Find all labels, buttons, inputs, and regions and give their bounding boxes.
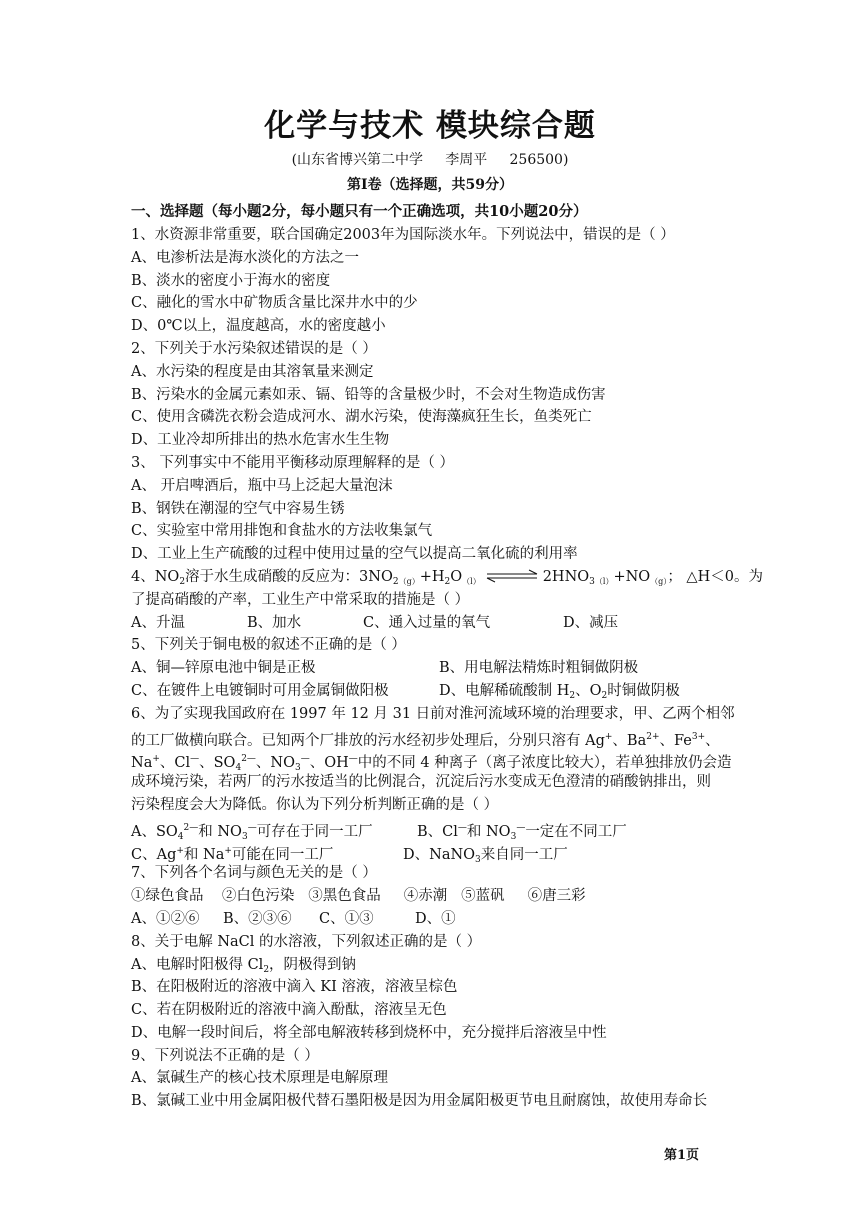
q3-option-d: D、工业上生产硫酸的过程中使用过量的空气以提高二氧化硫的利用率 — [131, 546, 578, 563]
q5-options-ab — [131, 657, 733, 680]
superscript: — — [247, 822, 257, 833]
superscript: 2— — [183, 822, 199, 833]
q5-option-b: B、用电解法精炼时粗铜做阴极 — [439, 660, 639, 677]
q2-option-d: D、工业冷却所排出的热水危害水生生物 — [131, 432, 390, 449]
text: 和 NO — [198, 823, 242, 840]
q1-option-d: D、0℃以上，温度越高，水的密度越小 — [131, 318, 386, 335]
q7-option-a: A、①②⑥ — [131, 910, 200, 927]
text: 、OH — [309, 755, 349, 772]
page-title: 化学与技术 模块综合题 — [264, 108, 596, 144]
superscript: — — [348, 754, 358, 765]
subscript: 2 — [179, 576, 186, 587]
subscript: 3 — [241, 831, 248, 842]
text: 2HNO — [542, 568, 590, 585]
superscript: — — [300, 754, 310, 765]
question-6-l2 — [131, 726, 733, 749]
q1-option-b: B、淡水的密度小于海水的密度 — [131, 272, 331, 289]
text: D、NaNO — [403, 846, 476, 863]
text: 、NO — [255, 755, 295, 772]
subscript: 2 — [263, 964, 270, 975]
volume-heading: 第Ⅰ卷（选择题，共59分） — [346, 177, 514, 193]
question-6-l4: 成环境污染，若两厂的污水按适当的比例混合，沉淀后污水变成无色澄清的硝酸钠排出，则 — [131, 774, 711, 791]
q4-option-c: C、通入过量的氧气 — [363, 614, 491, 631]
subscript: 3 — [589, 576, 595, 587]
q2-option-a: A、水污染的程度是由其溶氧量来测定 — [131, 363, 374, 380]
text: ，阴极得到钠 — [269, 956, 357, 973]
question-2: 2、下列关于水污染叙述错误的是（ ） — [131, 340, 377, 357]
q6-option-b — [417, 824, 627, 840]
question-8: 8、关于电解 NaCl 的水溶液，下列叙述正确的是（ ） — [131, 933, 482, 950]
subscript: 2 — [444, 576, 451, 587]
q6-options-cd — [131, 840, 733, 863]
q9-option-a: A、氯碱生产的核心技术原理是电解原理 — [131, 1070, 388, 1087]
q8-option-c: C、若在阴极附近的溶液中滴入酚酞，溶液呈无色 — [131, 1002, 447, 1019]
q5-options-cd — [131, 680, 733, 703]
q7-options — [131, 908, 733, 931]
subscript: 3 — [510, 831, 517, 842]
text: C、Ag — [131, 846, 177, 863]
question-4-cont: 了提高硝酸的产率，工业生产中常采取的措施是（ ） — [131, 591, 470, 608]
text: A、电解时阳极得 Cl — [131, 956, 264, 973]
q3-option-c: C、实验室中常用排饱和食盐水的方法收集氯气 — [131, 523, 433, 540]
question-7: 7、下列各个名词与颜色无关的是（ ） — [131, 865, 377, 882]
text: ； △H＜0。为 — [667, 568, 763, 585]
q8-option-a — [131, 954, 733, 977]
text: 、 — [705, 732, 720, 749]
q8-option-d: D、电解一段时间后，将全部电解液转移到烧杯中，充分搅拌后溶液呈中性 — [131, 1024, 607, 1041]
question-3: 3、 下列事实中不能用平衡移动原理解释的是（ ） — [131, 454, 454, 471]
q6-options-ab — [131, 817, 733, 840]
text: O — [450, 568, 463, 585]
superscript: 2+ — [646, 731, 660, 742]
superscript: — — [516, 822, 526, 833]
text: 、O — [575, 682, 602, 699]
q3-option-a: A、 开启啤酒后，瓶中马上泛起大量泡沫 — [131, 477, 393, 494]
superscript: — — [190, 754, 200, 765]
state-label: （g） — [650, 576, 668, 586]
subscript: 3 — [475, 854, 481, 865]
q1-option-c: C、融化的雪水中矿物质含量比深井水中的少 — [131, 295, 418, 312]
equilibrium-arrow-icon — [481, 569, 543, 583]
text: 、SO — [199, 755, 236, 772]
q7-option-d: D、① — [415, 910, 456, 927]
state-label: （g） — [398, 576, 420, 586]
q4-options — [131, 612, 733, 635]
text: 可存在于同一工厂 — [256, 823, 373, 840]
text: 和 NO — [466, 823, 511, 840]
question-9: 9、下列说法不正确的是（ ） — [131, 1047, 319, 1064]
text: 、Cl — [159, 755, 191, 772]
q6-option-d — [403, 847, 568, 863]
question-6-l5: 污染程度会大为降低。你认为下列分析判断正确的是（ ） — [131, 796, 499, 813]
text: 、Fe — [659, 732, 692, 749]
q5-option-a: A、铜—锌原电池中铜是正极 — [131, 660, 316, 677]
q7-option-b: B、②③⑥ — [223, 910, 292, 927]
subscript: 2 — [601, 690, 608, 701]
text: 4、NO — [131, 568, 180, 585]
superscript: + — [152, 754, 160, 765]
section-heading: 一、选择题（每小题2分，每小题只有一个正确选项，共10小题20分） — [131, 203, 588, 220]
text: D、电解稀硫酸制 H — [439, 682, 570, 699]
q9-option-b: B、氯碱工业中用金属阳极代替石墨阳极是因为用金属阳极更节电且耐腐蚀，故使用寿命长 — [131, 1093, 708, 1110]
superscript: + — [176, 845, 184, 856]
superscript: + — [604, 731, 613, 742]
superscript: + — [224, 845, 232, 856]
q3-option-b: B、钢铁在潮湿的空气中容易生锈 — [131, 500, 345, 517]
superscript: 3+ — [691, 731, 706, 742]
question-5: 5、下列关于铜电极的叙述不正确的是（ ） — [131, 637, 406, 654]
subscript: 4 — [177, 831, 184, 842]
text: 来自同一工厂 — [480, 846, 568, 863]
q4-option-d: D、减压 — [563, 614, 619, 631]
q5-option-d — [439, 683, 680, 699]
text: 时铜做阴极 — [607, 682, 680, 699]
question-4 — [131, 566, 763, 589]
q4-option-b: B、加水 — [247, 614, 302, 631]
question-1: 1、水资源非常重要，联合国确定2003年为国际淡水年。下列说法中，错误的是（ ） — [131, 227, 675, 243]
state-label: （l） — [462, 576, 481, 586]
text: 可能在同一工厂 — [231, 846, 334, 863]
superscript: 2— — [241, 754, 256, 765]
superscript: — — [457, 822, 467, 833]
text: 、Ba — [612, 732, 647, 749]
text: B、Cl — [417, 823, 458, 840]
text: +H — [419, 568, 445, 585]
text: 的工厂做横向联合。已知两个厂排放的污水经初步处理后，分别只溶有 Ag — [131, 732, 605, 749]
page-number: 第1页 — [664, 1148, 700, 1163]
text: 溶于水生成硝酸的反应为：3NO — [185, 568, 393, 585]
q8-option-b: B、在阳极附近的溶液中滴入 KI 溶液，溶液呈棕色 — [131, 979, 458, 996]
q2-option-b: B、污染水的金属元素如汞、镉、铅等的含量极少时，不会对生物造成伤害 — [131, 386, 606, 403]
text: 一定在不同工厂 — [525, 823, 627, 840]
text: Na — [131, 755, 153, 772]
author-line: (山东省博兴第二中学 李周平 256500) — [291, 152, 569, 168]
subscript: 3 — [295, 763, 301, 774]
question-body — [131, 224, 763, 1113]
q2-option-c: C、使用含磷洗衣粉会造成河水、湖水污染，使海藻疯狂生长，鱼类死亡 — [131, 409, 592, 426]
q7-option-c: C、①③ — [319, 910, 374, 927]
state-label: （l） — [594, 576, 614, 586]
q5-option-c: C、在镀件上电镀铜时可用金属铜做阳极 — [131, 682, 389, 699]
q4-option-a: A、升温 — [131, 614, 185, 631]
text: 中的不同 4 种离子（离子浓度比较大），若单独排放仍会造 — [357, 755, 732, 772]
subscript: 2 — [569, 690, 576, 701]
subscript: 2 — [392, 576, 399, 587]
q7-items: ①绿色食品 ②白色污染 ③黑色食品 ④赤潮 ⑤蓝矾 ⑥唐三彩 — [131, 888, 586, 905]
text: A、SO — [131, 823, 178, 840]
text: 和 Na — [183, 846, 225, 863]
q1-option-a: A、电渗析法是海水淡化的方法之一 — [131, 249, 359, 266]
question-6: 6、为了实现我国政府在 1997 年 12 月 31 日前对淮河流域环境的治理要求，甲、乙两个相邻 — [131, 705, 735, 722]
question-6-l3 — [131, 748, 733, 774]
text: +NO — [613, 568, 651, 585]
subscript: 4 — [235, 763, 242, 774]
